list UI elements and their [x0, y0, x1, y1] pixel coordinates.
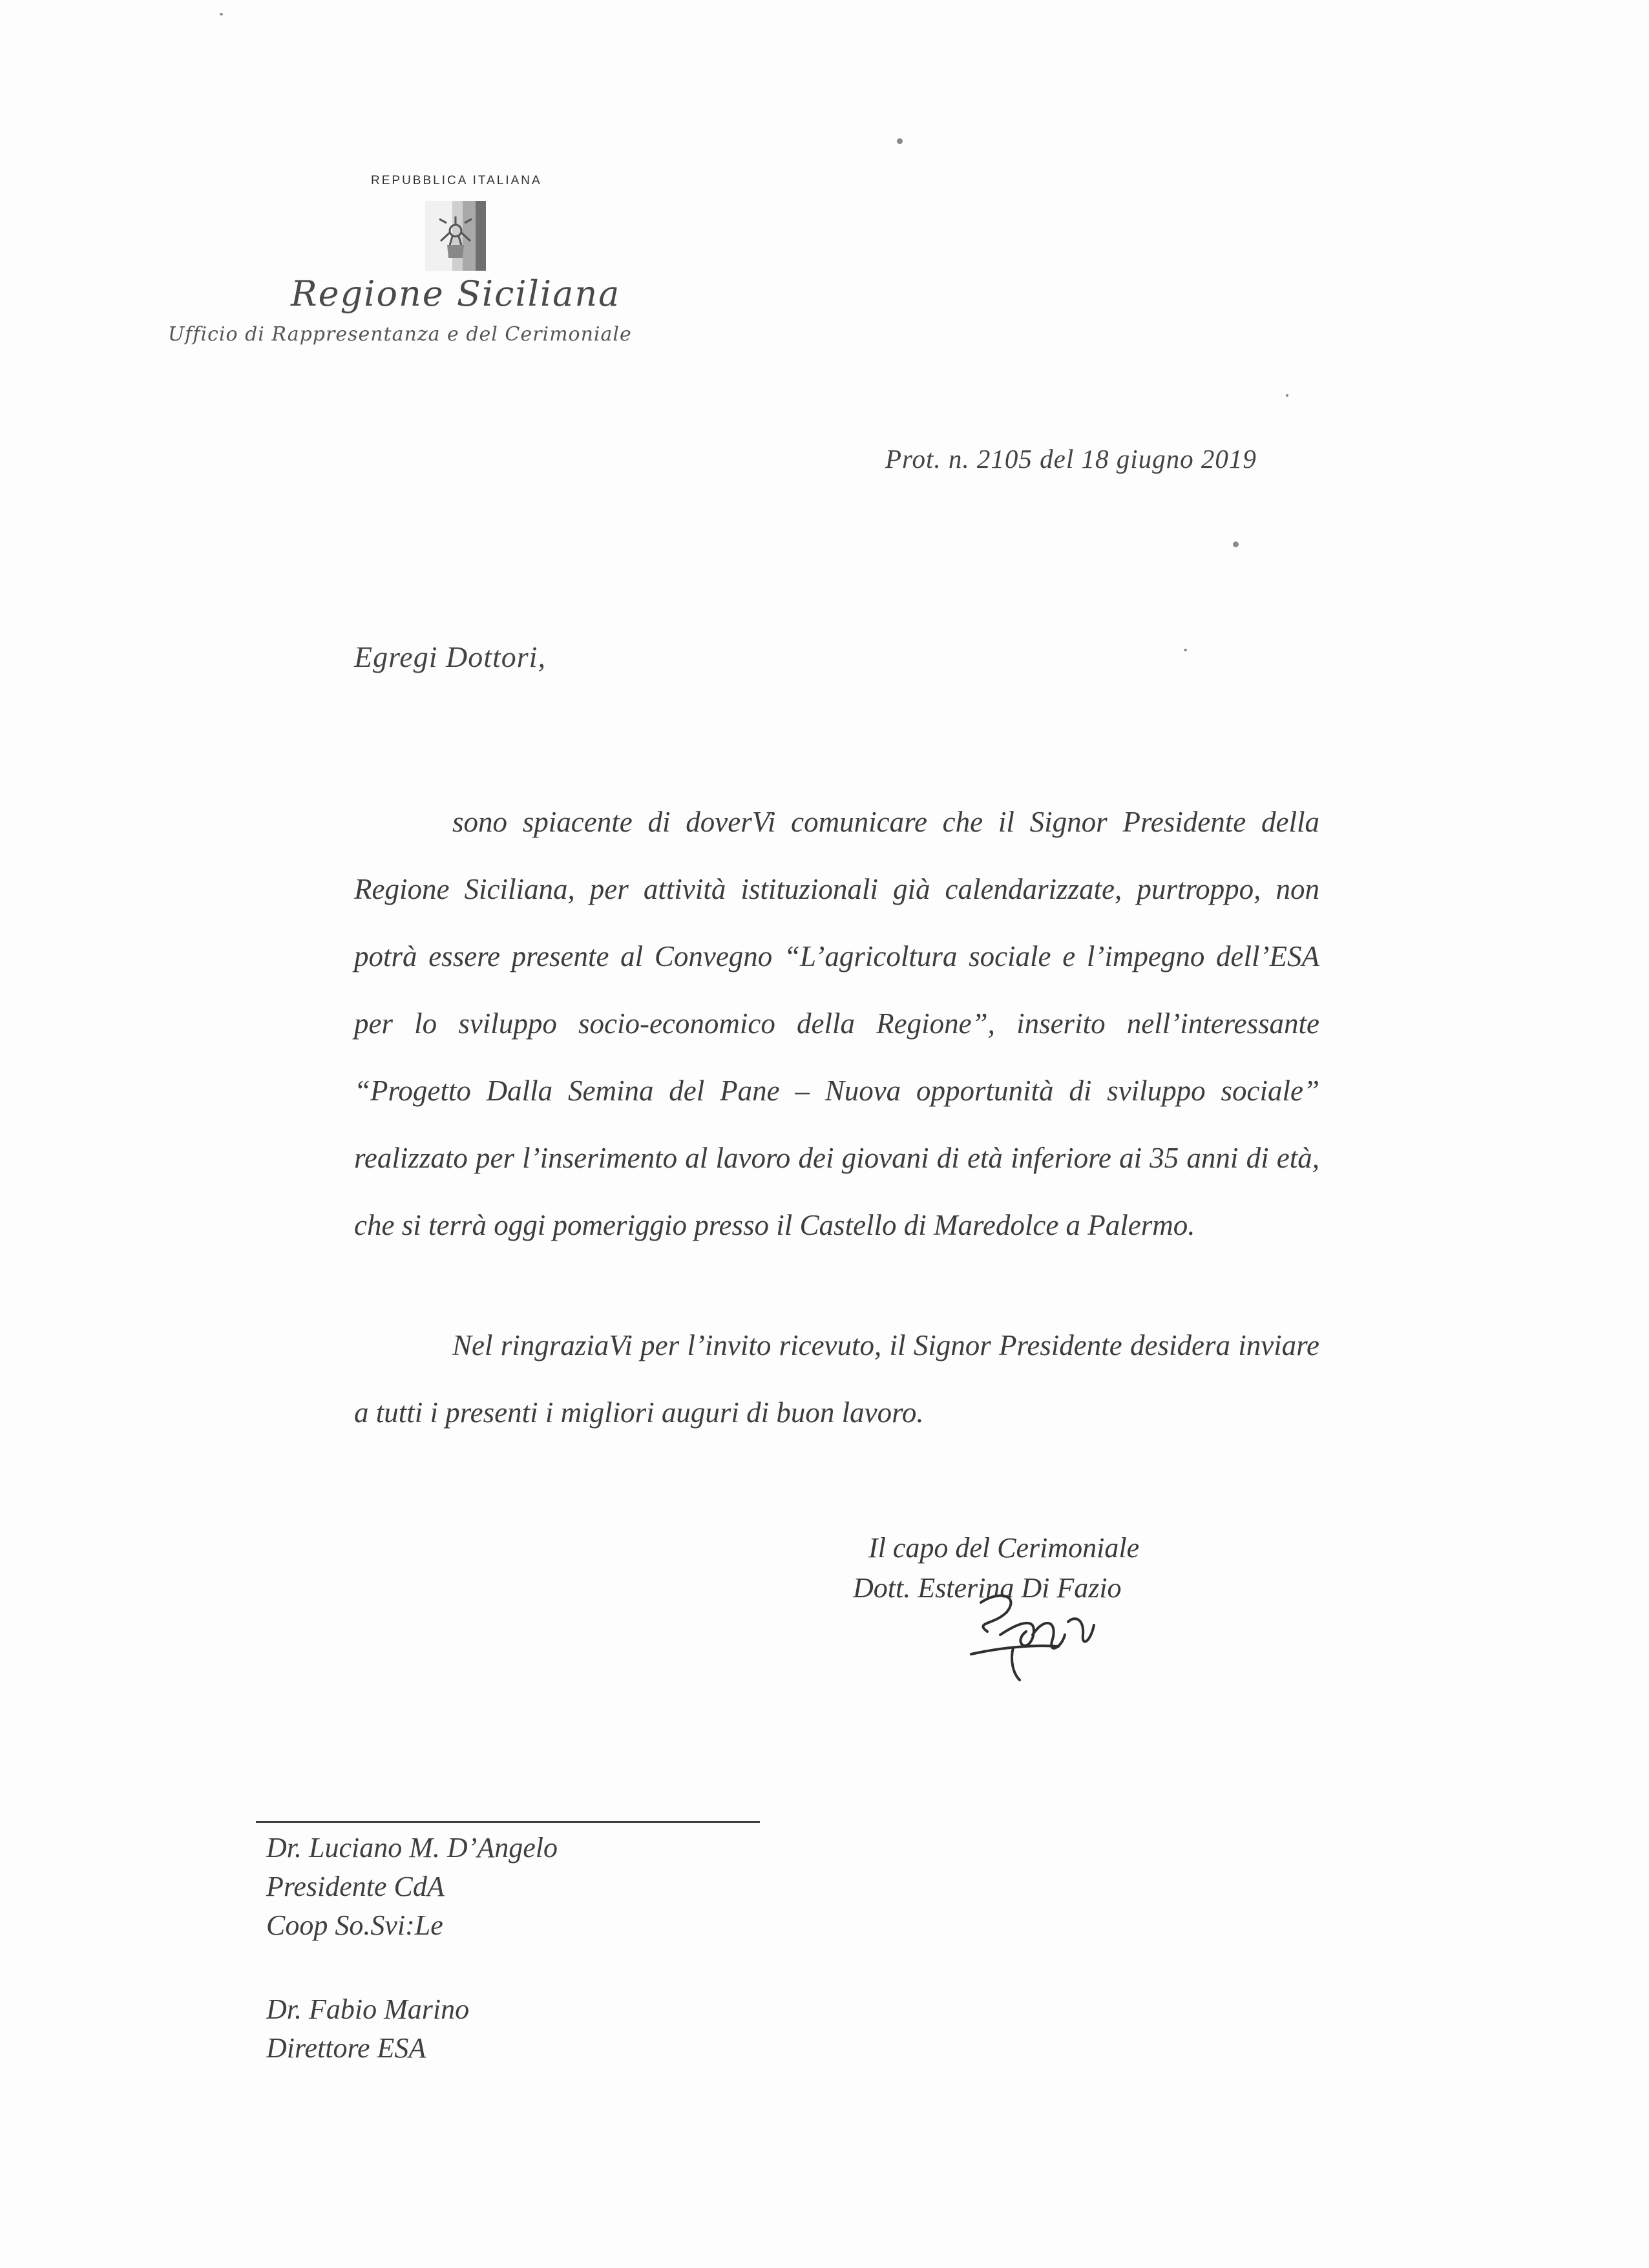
salutation: Egregi Dottori,	[354, 640, 546, 673]
recipient-organization: Coop So.Svi:Le	[266, 1909, 443, 1941]
recipient-name: Dr. Luciano M. D’Angelo	[266, 1832, 558, 1864]
recipient-entry	[266, 1990, 558, 2068]
handwritten-signature-icon	[961, 1577, 1110, 1686]
recipient-role: Direttore ESA	[266, 2032, 426, 2064]
office-name: Ufficio di Rappresentanza e del Cerimoniale	[168, 323, 632, 346]
scan-speck	[220, 13, 223, 16]
region-emblem-icon	[420, 197, 491, 275]
recipient-name: Dr. Fabio Marino	[266, 1993, 470, 2025]
recipients-divider	[256, 1821, 760, 1823]
recipient-entry	[266, 1829, 558, 1945]
closing-title: Il capo del Cerimoniale	[868, 1532, 1140, 1564]
signatory-name: Dott. Esterina Di Fazio	[853, 1572, 1122, 1604]
scan-speck	[1286, 394, 1288, 397]
scan-speck	[1184, 649, 1187, 651]
body-paragraph-1: sono spiacente di doverVi comunicare che il Signor Presidente della Regione Siciliana, per attività istituzionali già calendarizzate, purtroppo, non potrà essere presente al Convegno “L’agricoltura sociale e l’impegno dell’ESA per lo sviluppo socio-economico della Regione”, inserito nell’interessante “Progetto Dalla Semina del Pane – Nuova opportunità di sviluppo sociale” realizzato per l’inserimento al lavoro dei giovani di età inferiore ai 35 anni di età, che si terrà oggi pomeriggio presso il Castello di Maredolce a Palermo.	[354, 806, 1319, 1241]
scan-speck	[897, 138, 903, 144]
protocol-reference: Prot. n. 2105 del 18 giugno 2019	[885, 444, 1257, 474]
recipients-block	[266, 1829, 558, 2068]
scan-speck	[1233, 541, 1239, 547]
region-name: Regione Siciliana	[291, 273, 621, 314]
recipient-role: Presidente CdA	[266, 1871, 445, 1902]
body-paragraph-2: Nel ringraziaVi per l’invito ricevuto, il Signor Presidente desidera inviare a tutti i presenti i migliori auguri di buon lavoro.	[354, 1329, 1319, 1429]
republic-label: REPUBBLICA ITALIANA	[371, 174, 542, 187]
